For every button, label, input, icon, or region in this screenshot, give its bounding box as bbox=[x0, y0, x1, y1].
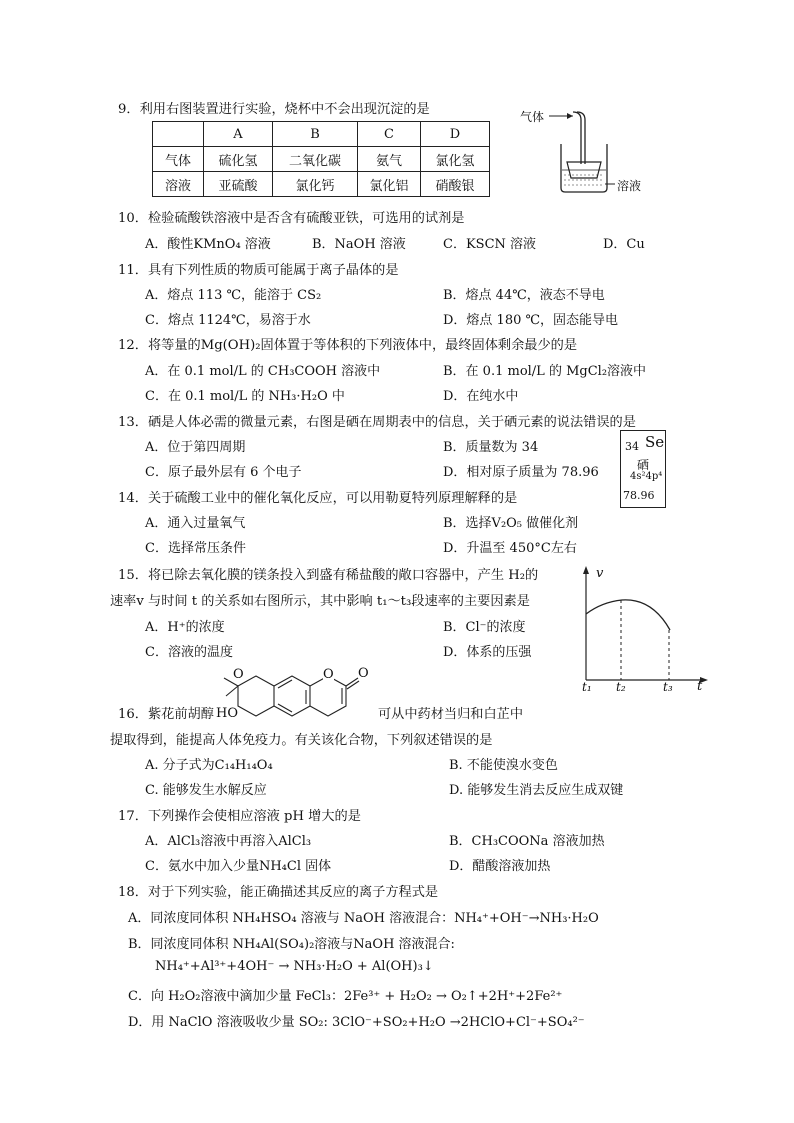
table-row bbox=[153, 147, 490, 172]
table-cell: 硫化氢 bbox=[204, 147, 273, 172]
q11-stem: 11．具有下列性质的物质可能属于离子晶体的是 bbox=[118, 263, 399, 278]
q17-option-a: A．AlCl₃溶液中再溶入AlCl₃ bbox=[145, 834, 312, 849]
table-cell: B bbox=[273, 122, 358, 147]
table-cell: 氯化钙 bbox=[273, 172, 358, 197]
atomic-number: 34 bbox=[625, 440, 639, 453]
table-cell: 氯化氢 bbox=[421, 147, 490, 172]
q12-option-b: B．在 0.1 mol/L 的 MgCl₂溶液中 bbox=[443, 364, 647, 379]
q12-option-d: D．在纯水中 bbox=[443, 389, 519, 404]
table-cell: A bbox=[204, 122, 273, 147]
q10-option-d: D．Cu bbox=[603, 237, 645, 252]
table-cell: 二氧化碳 bbox=[273, 147, 358, 172]
q15-option-c: C．溶液的温度 bbox=[145, 645, 233, 660]
element-name: 硒 bbox=[637, 458, 650, 472]
q15-stem-line2: 速率v 与时间 t 的关系如右图所示，其中影响 t₁～t₃段速率的主要因素是 bbox=[110, 594, 530, 609]
q13-option-d: D．相对原子质量为 78.96 bbox=[443, 465, 599, 480]
carbonyl-oxygen: O bbox=[358, 666, 369, 681]
q15-option-b: B．Cl⁻的浓度 bbox=[443, 620, 526, 635]
q16-stem-part1: 16．紫花前胡醇 bbox=[118, 707, 214, 722]
graph-y-label: v bbox=[596, 566, 604, 581]
q11-option-b: B．熔点 44℃，液态不导电 bbox=[443, 288, 605, 303]
q17-option-b: B．CH₃COONa 溶液加热 bbox=[449, 834, 605, 849]
table-cell: 氨气 bbox=[358, 147, 421, 172]
table-row bbox=[153, 122, 490, 147]
q10-option-a: A．酸性KMnO₄ 溶液 bbox=[145, 237, 271, 252]
q12-option-c: C．在 0.1 mol/L 的 NH₃·H₂O 中 bbox=[145, 389, 345, 404]
q13-option-a: A．位于第四周期 bbox=[145, 440, 246, 455]
graph-t2-label: t₂ bbox=[616, 680, 626, 694]
element-symbol: Se bbox=[645, 433, 665, 451]
q15-option-a: A．H⁺的浓度 bbox=[145, 620, 225, 635]
graph-t1-label: t₁ bbox=[582, 680, 592, 694]
q16-option-c: C. 能够发生水解反应 bbox=[145, 783, 267, 798]
q14-option-d: D．升温至 450°C左右 bbox=[443, 541, 577, 556]
table-cell: 亚硫酸 bbox=[204, 172, 273, 197]
q17-stem: 17．下列操作会使相应溶液 pH 增大的是 bbox=[118, 809, 361, 824]
q16-option-d: D. 能够发生消去反应生成双键 bbox=[449, 783, 624, 798]
graph-t3-label: t₃ bbox=[663, 680, 673, 694]
electron-config: 4s²4p⁴ bbox=[630, 471, 663, 482]
q16-option-a: A. 分子式为C₁₄H₁₄O₄ bbox=[145, 758, 273, 773]
solution-label: 溶液 bbox=[617, 179, 642, 193]
q10-option-c: C．KSCN 溶液 bbox=[443, 237, 537, 252]
table-cell: D bbox=[421, 122, 490, 147]
table-cell: 溶液 bbox=[153, 172, 204, 197]
q18-stem: 18．对于下列实验，能正确描述其反应的离子方程式是 bbox=[118, 885, 439, 900]
q15-option-d: D．体系的压强 bbox=[443, 645, 532, 660]
q11-option-a: A．熔点 113 ℃，能溶于 CS₂ bbox=[145, 288, 322, 303]
rate-time-graph bbox=[572, 562, 712, 700]
q18-option-b-line2: NH₄⁺+Al³⁺+4OH⁻ → NH₃·H₂O + Al(OH)₃↓ bbox=[155, 959, 434, 974]
q10-stem: 10．检验硫酸铁溶液中是否含有硫酸亚铁，可选用的试剂是 bbox=[118, 211, 465, 226]
q17-option-c: C．氨水中加入少量NH₄Cl 固体 bbox=[145, 859, 332, 874]
ring-oxygen-1: O bbox=[233, 667, 244, 682]
q10-option-b: B．NaOH 溶液 bbox=[312, 237, 406, 252]
q14-stem: 14．关于硫酸工业中的催化氧化反应，可以用勒夏特列原理解释的是 bbox=[118, 491, 518, 506]
gas-label: 气体 bbox=[520, 110, 545, 124]
q18-option-c: C．向 H₂O₂溶液中滴加少量 FeCl₃：2Fe³⁺ + H₂O₂ → O₂↑+2H⁺+2Fe²⁺ bbox=[128, 989, 563, 1004]
q13-option-c: C．原子最外层有 6 个电子 bbox=[145, 465, 302, 480]
graph-x-label: t bbox=[697, 679, 703, 694]
q14-option-b: B．选择V₂O₅ 做催化剂 bbox=[443, 516, 579, 531]
q16-stem-part2: 可从中药材当归和白芷中 bbox=[378, 707, 524, 722]
q14-option-a: A．通入过量氧气 bbox=[145, 516, 246, 531]
q18-option-b-line1: B．同浓度同体积 NH₄Al(SO₄)₂溶液与NaOH 溶液混合: bbox=[128, 937, 455, 952]
ring-oxygen-2: O bbox=[323, 667, 334, 682]
table-cell: 氯化铝 bbox=[358, 172, 421, 197]
q11-option-d: D．熔点 180 ℃，固态能导电 bbox=[443, 313, 619, 328]
atomic-mass: 78.96 bbox=[623, 489, 655, 502]
q17-option-d: D．醋酸溶液加热 bbox=[449, 859, 551, 874]
q18-option-d: D．用 NaClO 溶液吸收少量 SO₂: 3ClO⁻+SO₂+H₂O →2HClO+Cl⁻+SO₄²⁻ bbox=[128, 1015, 585, 1030]
table-cell: 气体 bbox=[153, 147, 204, 172]
q18-option-a: A．同浓度同体积 NH₄HSO₄ 溶液与 NaOH 溶液混合：NH₄⁺+OH⁻→NH₃·H₂O bbox=[128, 911, 599, 926]
q14-option-c: C．选择常压条件 bbox=[145, 541, 246, 556]
q16-option-b: B. 不能使溴水变色 bbox=[449, 758, 558, 773]
q13-option-b: B．质量数为 34 bbox=[443, 440, 539, 455]
table-cell: 硝酸银 bbox=[421, 172, 490, 197]
q16-stem-line2: 提取得到，能提高人体免疫力。有关该化合物，下列叙述错误的是 bbox=[110, 733, 493, 748]
q15-stem-line1: 15．将已除去氧化膜的镁条投入到盛有稀盐酸的敞口容器中，产生 H₂的 bbox=[118, 568, 539, 583]
table-cell bbox=[153, 122, 204, 147]
q12-stem: 12．将等量的Mg(OH)₂固体置于等体积的下列液体中，最终固体剩余最少的是 bbox=[118, 338, 578, 353]
q12-option-a: A．在 0.1 mol/L 的 CH₃COOH 溶液中 bbox=[145, 364, 381, 379]
q13-stem: 13．硒是人体必需的微量元素，右图是硒在周期表中的信息，关于硒元素的说法错误的是 bbox=[118, 415, 636, 430]
q11-option-c: C．熔点 1124℃，易溶于水 bbox=[145, 313, 311, 328]
table-row bbox=[153, 172, 490, 197]
table-cell: C bbox=[358, 122, 421, 147]
hydroxyl-label: HO bbox=[216, 706, 238, 721]
q9-stem: 9．利用右图装置进行实验，烧杯中不会出现沉淀的是 bbox=[118, 102, 430, 117]
selenium-element-card bbox=[620, 430, 666, 508]
q9-table bbox=[152, 121, 490, 197]
